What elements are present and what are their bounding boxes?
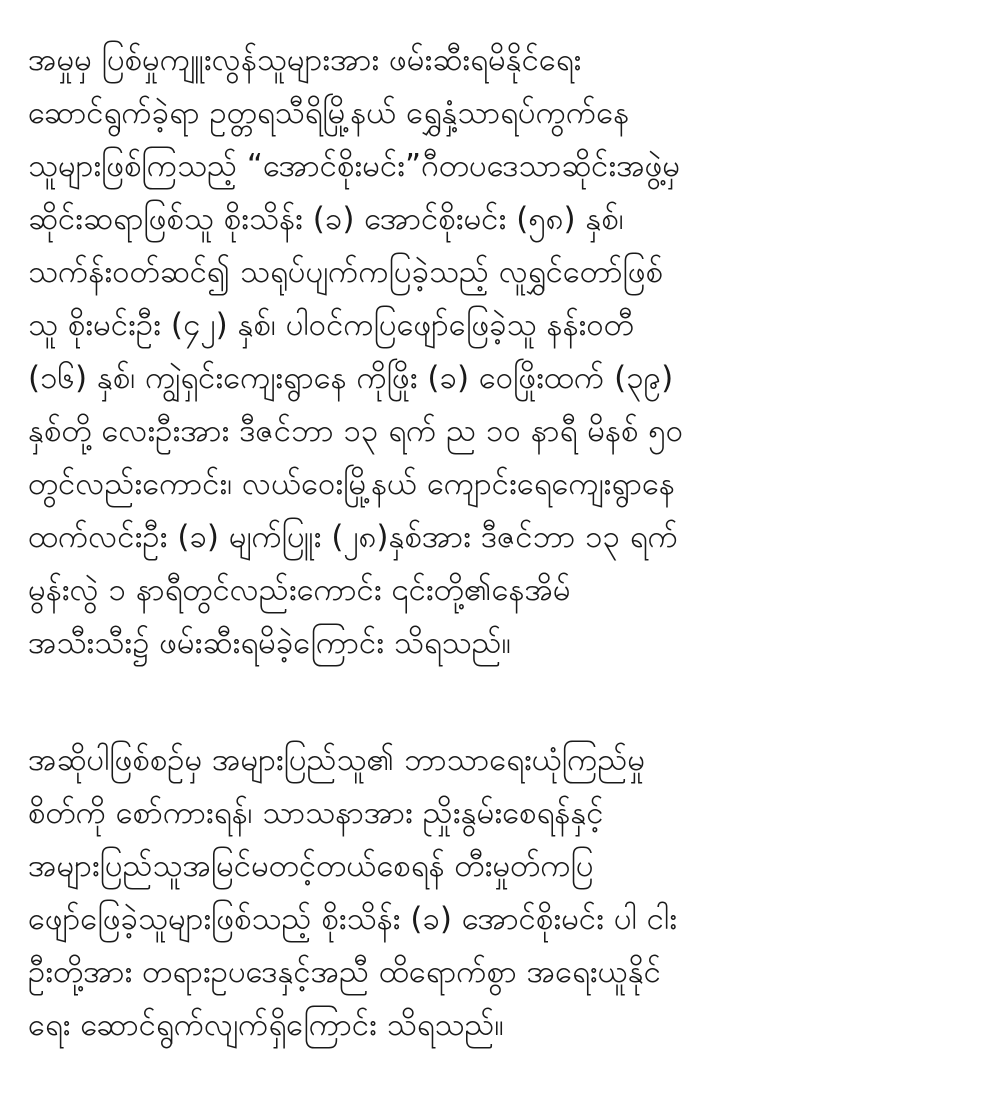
text-line: တွင်လည်းကောင်း၊ လယ်ဝေးမြို့နယ် ကျောင်းရေကျေးရွာနေ <box>28 466 675 502</box>
text-line: သက်န်းဝတ်ဆင်၍ သရုပ်ပျက်ကပြခဲ့သည့် လူရွှင်တော်ဖြစ် <box>28 254 664 290</box>
text-line: နှစ်တို့ လေးဦးအား ဒီဇင်ဘာ ၁၃ ရက် ည ၁၀ နာရီ မိနစ် ၅၀ <box>28 413 684 449</box>
text-line: ဆိုင်းဆရာဖြစ်သူ စိုးသိန်း (ခ) အောင်စိုးမင်း (၅၈) နှစ်၊ <box>28 201 624 237</box>
text-line: အဆိုပါဖြစ်စဉ်မှ အများပြည်သူ၏ ဘာသာရေးယုံကြည်မှု <box>28 742 646 778</box>
text-line: အများပြည်သူအမြင်မတင့်တယ်စေရန် တီးမှုတ်ကပြ <box>28 848 594 884</box>
text-line: ဖျော်ဖြေခဲ့သူများဖြစ်သည့် စိုးသိန်း (ခ) အောင်စိုးမင်း ပါ ငါး <box>28 901 678 937</box>
text-line: ရေး ဆောင်ရွက်လျက်ရှိကြောင်း သိရသည်။ <box>28 1007 504 1043</box>
text-line: ဦးတို့အား တရားဥပဒေနှင့်အညီ ထိရောက်စွာ အရေးယူနိုင် <box>28 954 661 990</box>
text-line: အသီးသီး၌ ဖမ်းဆီးရမိခဲ့ကြောင်း သိရသည်။ <box>28 625 512 661</box>
text-line: သူများဖြစ်ကြသည့် “အောင်စိုးမင်း”ဂီတပဒေသာဆိုင်းအဖွဲ့မှ <box>28 148 681 184</box>
paragraph-legal-action <box>28 734 978 1052</box>
text-line: (၁၆) နှစ်၊ ကျွဲရှင်းကျေးရွာနေ ကိုဖြိုး (ခ) ဝေဖြိုးထက် (၃၉) <box>28 360 674 396</box>
text-line: မွန်းလွဲ ၁ နာရီတွင်လည်းကောင်း ၎င်းတို့၏နေအိမ် <box>28 572 571 608</box>
text-line: စိတ်ကို စော်ကားရန်၊ သာသနာအား ညှိုးနွမ်းစေရန်နှင့် <box>28 795 604 831</box>
paragraph-arrest-report <box>28 34 978 670</box>
text-line: ဆောင်ရွက်ခဲ့ရာ ဥတ္တရသီရိမြို့နယ် ရွှေနှံ့သာရပ်ကွက်နေ <box>28 95 630 131</box>
text-line: ထက်လင်းဦး (ခ) မျက်ပြူး (၂၈)နှစ်အား ဒီဇင်ဘာ ၁၃ ရက် <box>28 519 678 555</box>
text-line: အမှုမှ ပြစ်မှုကျူးလွန်သူများအား ဖမ်းဆီးရမိနိုင်ရေး <box>28 42 582 78</box>
text-line: သူ စိုးမင်းဦး (၄၂) နှစ်၊ ပါဝင်ကပြဖျော်ဖြေခဲ့သူ နန်းဝတီ <box>28 307 634 343</box>
